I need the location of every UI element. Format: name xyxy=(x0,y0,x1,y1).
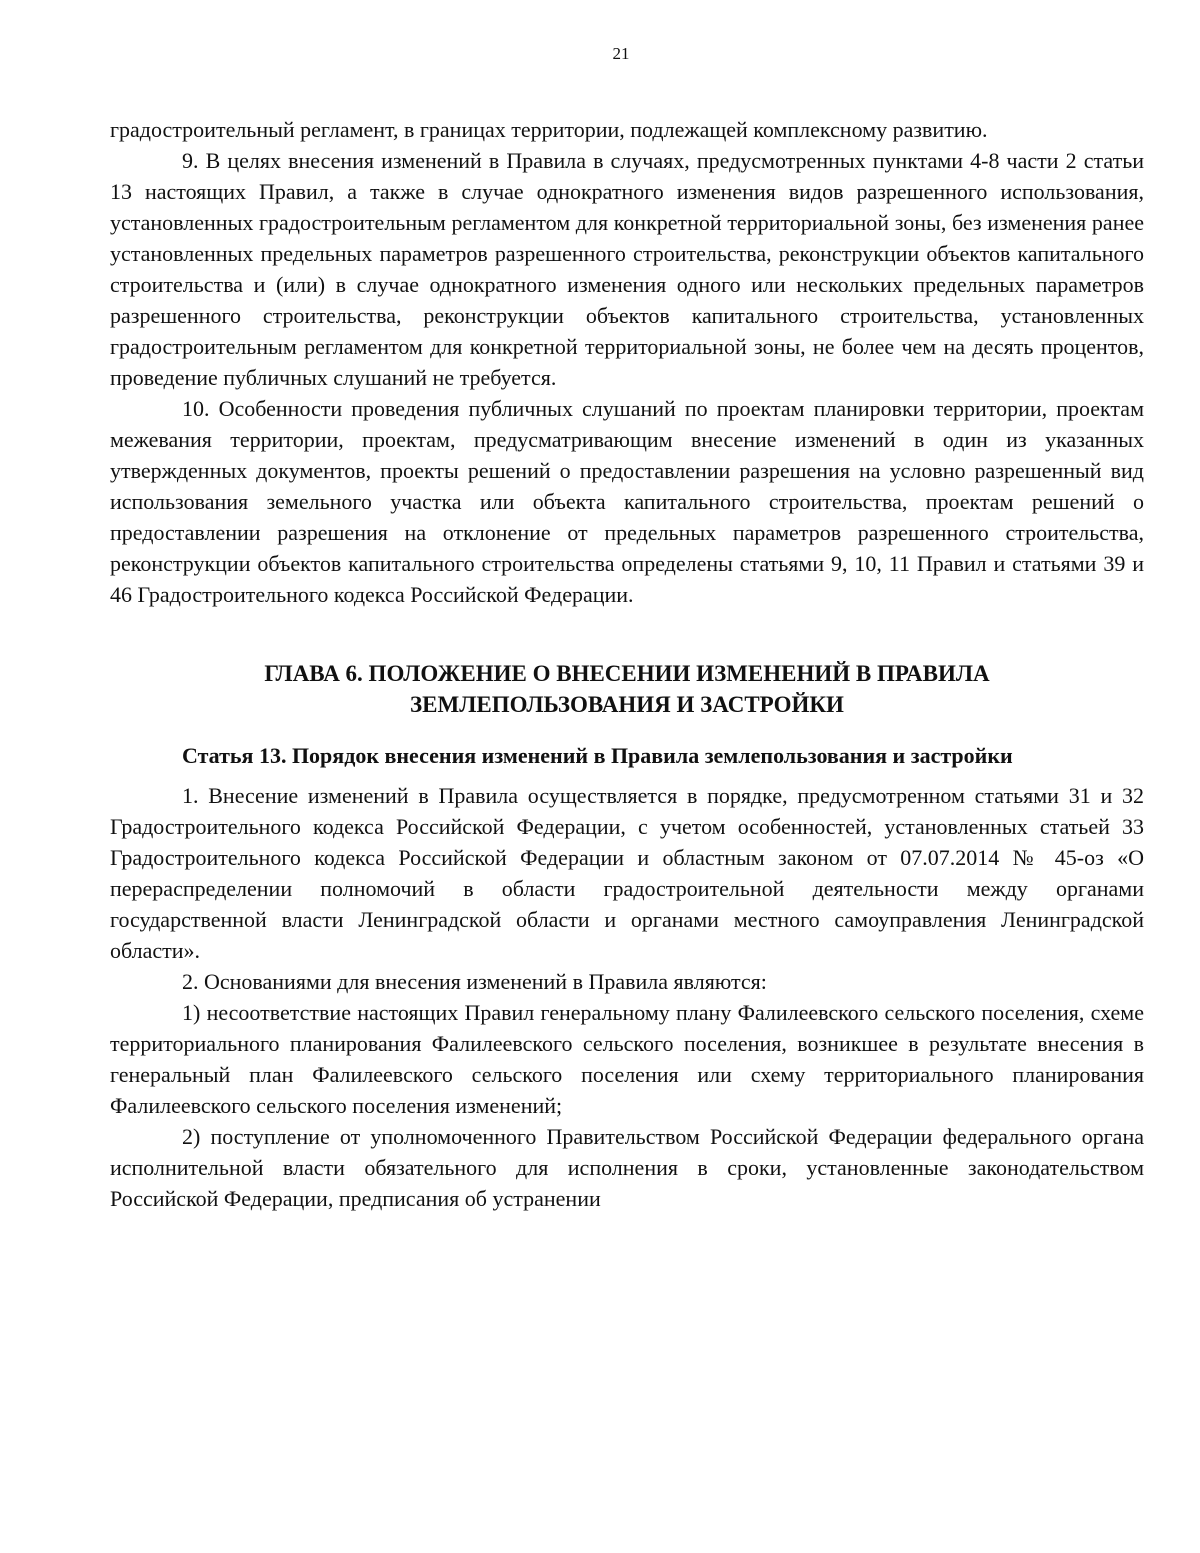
chapter-heading: ГЛАВА 6. ПОЛОЖЕНИЕ О ВНЕСЕНИИ ИЗМЕНЕНИЙ В ПРАВИЛА ЗЕМЛЕПОЛЬЗОВАНИЯ И ЗАСТРОЙКИ xyxy=(264,661,990,717)
document-body xyxy=(110,114,1144,1214)
page-number: 21 xyxy=(612,44,630,63)
paragraph-article-13-item-2: 2. Основаниями для внесения изменений в Правила являются: xyxy=(182,969,767,994)
paragraph-article-13-item-1: 1. Внесение изменений в Правила осуществляется в порядке, предусмотренном статьями 31 и 32 Градостроительного кодекса Российской Федерации, с учетом особенностей, установленных статьей 33 Градостроительного кодекса Российской Федерации и областным законом от 07.07.2014 № 45-оз «О перераспределении полномочий в области градостроительной деятельности между органами государственной власти Ленинградской области и органами местного самоуправления Ленинградской области». xyxy=(110,783,1144,963)
article-heading: Статья 13. Порядок внесения изменений в Правила землепользования и застройки xyxy=(182,743,1013,768)
paragraph-continuation: градостроительный регламент, в границах территории, подлежащей комплексному развитию. xyxy=(110,117,988,142)
paragraph-subitem-2: 2) поступление от уполномоченного Правительством Российской Федерации федерального органа исполнительной власти обязательного для исполнения в сроки, установленные законодательством Российской Федерации, предписания об устранении xyxy=(110,1124,1144,1211)
paragraph-item-9: 9. В целях внесения изменений в Правила в случаях, предусмотренных пунктами 4-8 части 2 статьи 13 настоящих Правил, а также в случае однократного изменения видов разрешенного использования, установленных градостроительным регламентом для конкретной территориальной зоны, без изменения ранее установленных предельных параметров разрешенного строительства, реконструкции объектов капитального строительства и (или) в случае однократного изменения одного или нескольких предельных параметров разрешенного строительства, реконструкции объектов капитального строительства, установленных градостроительным регламентом для конкретной территориальной зоны, не более чем на десять процентов, проведение публичных слушаний не требуется. xyxy=(110,148,1144,390)
paragraph-subitem-1: 1) несоответствие настоящих Правил генеральному плану Фалилеевского сельского поселения, схеме территориального планирования Фалилеевского сельского поселения, возникшее в результате внесения в генеральный план Фалилеевского сельского поселения или схему территориального планирования Фалилеевского сельского поселения изменений; xyxy=(110,1000,1144,1118)
paragraph-item-10: 10. Особенности проведения публичных слушаний по проектам планировки территории, проектам межевания территории, проектам, предусматривающим внесение изменений в один из указанных утвержденных документов, проекты решений о предоставлении разрешения на условно разрешенный вид использования земельного участка или объекта капитального строительства, проектам решений о предоставлении разрешения на отклонение от предельных параметров разрешенного строительства, реконструкции объектов капитального строительства определены статьями 9, 10, 11 Правил и статьями 39 и 46 Градостроительного кодекса Российской Федерации. xyxy=(110,396,1144,607)
